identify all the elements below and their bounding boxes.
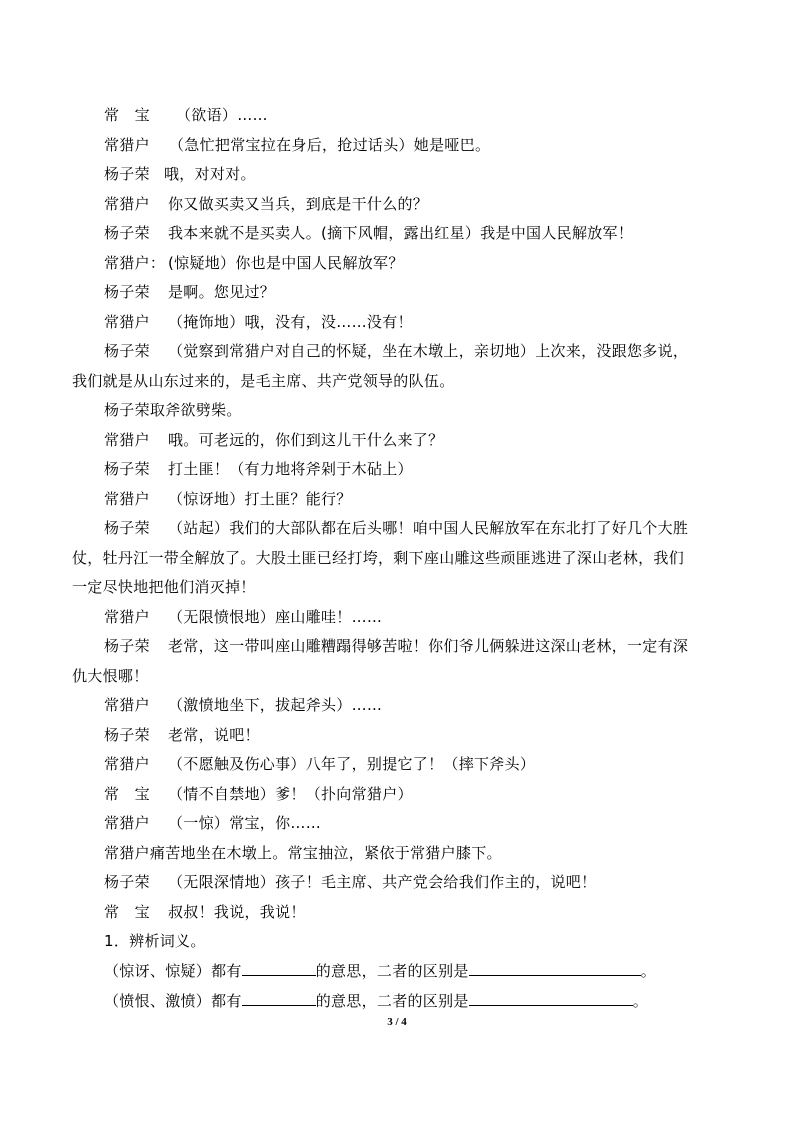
question-text: 。 [632,992,649,1010]
line-text: 是啊。您见过？ [168,283,276,301]
dialogue-line [104,431,734,449]
line-text: 叔叔！我说，我说！ [168,903,306,921]
speaker-name: 常猎户 [104,696,150,714]
line-text: （觉察到常猎户对自己的怀疑，坐在木墩上，亲切地）上次来，没跟您多说， [168,342,689,360]
stage-direction: 杨子荣取斧欲劈柴。 [104,401,242,419]
question-text: （惊讶、惊疑）都有 [104,962,242,980]
dialogue-line [104,195,734,213]
speaker-name: 常猎户 [104,490,150,508]
dialogue-line [104,755,734,773]
dialogue-line [104,785,734,803]
question-text: 的意思，二者的区别是 [315,962,469,980]
dialogue-line [104,490,734,508]
speaker-name: 常猎户 [104,136,150,154]
dialogue-line [104,637,734,655]
speaker-name: 常 宝 [104,903,150,921]
question-text: （愤恨、激愤）都有 [104,992,242,1010]
answer-blank[interactable] [469,961,641,976]
dialogue-line [104,106,734,124]
speaker-name: 杨子荣 [104,519,150,537]
speaker-name: 杨子荣 [104,637,150,655]
line-text: （欲语）…… [176,106,268,124]
question-title: 1．辨析词义。 [104,932,206,950]
dialogue-line [104,814,734,832]
line-text: （无限深情地）孩子！毛主席、共产党会给我们作主的，说吧！ [168,873,597,891]
speaker-name: 常 宝 [104,785,150,803]
dialogue-line [104,165,734,183]
dialogue-line [104,903,734,921]
dialogue-line-continuation: 仇大恨哪！ [72,667,149,685]
dialogue-line [104,136,734,154]
dialogue-line [104,342,734,360]
speaker-name: 常 宝 [104,106,150,124]
speaker-name: 常猎户 [104,608,150,626]
line-text: （情不自禁地）爹！（扑向常猎户） [168,785,413,803]
speaker-name: 常猎户： [104,254,166,272]
question-line-1 [104,961,734,980]
line-text: 老常，说吧！ [168,726,260,744]
answer-blank[interactable] [469,991,633,1006]
dialogue-line-continuation: 仗，牡丹江一带全解放了。大股土匪已经打垮，剩下座山雕这些顽匪逃进了深山老林，我们 [72,549,685,567]
speaker-name: 常猎户 [104,814,150,832]
speaker-name: 杨子荣 [104,873,150,891]
dialogue-line [104,460,734,478]
dialogue-line [104,873,734,891]
speaker-name: 杨子荣 [104,224,150,242]
answer-blank[interactable] [242,961,316,976]
speaker-name: 杨子荣 [104,342,150,360]
line-text: （无限愤恨地）座山雕哇！…… [168,608,383,626]
dialogue-line [104,313,734,331]
speaker-name: 杨子荣 [104,283,150,301]
line-text: 哦，对对对。 [164,165,256,183]
line-text: (惊疑地）你也是中国人民解放军？ [168,254,404,272]
line-text: （站起）我们的大部队都在后头哪！咱中国人民解放军在东北打了好几个大胜 [168,519,689,537]
line-text: （急忙把常宝拉在身后，抢过话头）她是哑巴。 [169,136,491,154]
dialogue-line [104,224,734,242]
dialogue-line [104,519,734,537]
speaker-name: 常猎户 [104,431,150,449]
line-text: （激愤地坐下，拔起斧头）…… [168,696,383,714]
stage-direction: 常猎户痛苦地坐在木墩上。常宝抽泣，紧依于常猎户膝下。 [104,844,502,862]
dialogue-line-continuation: 一定尽快地把他们消灭掉！ [72,578,256,596]
answer-blank[interactable] [242,991,316,1006]
dialogue-line [104,696,734,714]
speaker-name: 杨子荣 [104,165,150,183]
line-text: （惊讶地）打土匪？能行？ [168,490,352,508]
page-number: 3 / 4 [387,1016,407,1028]
line-text: （一惊）常宝，你…… [168,814,322,832]
speaker-name: 常猎户 [104,313,150,331]
line-text: 打土匪！（有力地将斧剁于木砧上） [168,460,413,478]
dialogue-line [104,254,734,272]
speaker-name: 常猎户 [104,755,150,773]
line-text: 你又做买卖又当兵，到底是干什么的？ [168,195,429,213]
question-text: 。 [640,962,657,980]
dialogue-line [104,726,734,744]
speaker-name: 常猎户 [104,195,150,213]
question-line-2 [104,991,734,1010]
line-text: 我本来就不是买卖人。(摘下风帽，露出红星）我是中国人民解放军！ [168,224,634,242]
dialogue-line [104,283,734,301]
line-text: 老常，这一带叫座山雕糟蹋得够苦啦！你们爷儿俩躲进这深山老林，一定有深 [168,637,689,655]
question-text: 的意思，二者的区别是 [315,992,469,1010]
line-text: （掩饰地）哦，没有，没……没有！ [168,313,413,331]
speaker-name: 杨子荣 [104,460,150,478]
speaker-name: 杨子荣 [104,726,150,744]
line-text: （不愿触及伤心事）八年了，别提它了！（摔下斧头） [168,755,536,773]
line-text: 哦。可老远的，你们到这儿干什么来了？ [168,431,444,449]
dialogue-line-continuation: 我们就是从山东过来的，是毛主席、共产党领导的队伍。 [72,372,455,390]
dialogue-line [104,608,734,626]
